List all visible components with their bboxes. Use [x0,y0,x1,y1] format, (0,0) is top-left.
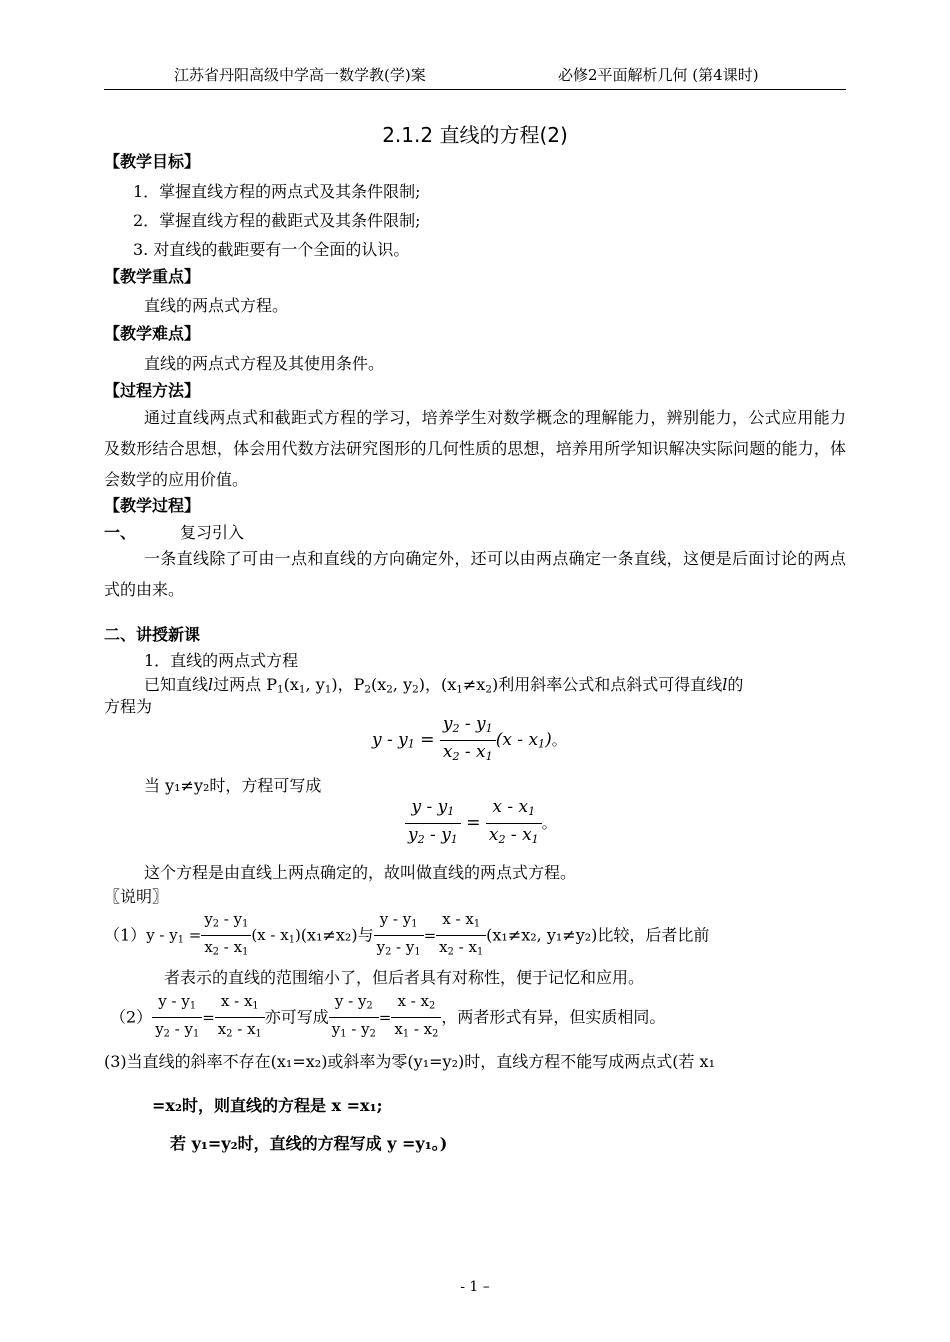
goal-item-2: 2．掌握直线方程的截距式及其条件限制; [133,211,421,230]
note-1-cont: 者表示的直线的范围缩小了，但后者具有对称性，便于记忆和应用。 [164,968,645,987]
two-point-equation: $\frac{y - y_1}{y_2 - y_1}$ = $\frac{x - x_1}{x_2 - x_1}$ 。 [405,796,557,851]
given-line-2: 方程为 [104,697,153,716]
page-number: - 1 – [460,1279,490,1295]
note-3-line2: =x₂时，则直线的方程是 x =x₁; [152,1096,383,1115]
goal-item-3: 3. 对直线的截距要有一个全面的认识。 [133,240,410,259]
note-3: (3)当直线的斜率不存在(x₁=x₂)或斜率为零(y₁=y₂)时，直线方程不能写成两点式(若 x₁ [104,1052,715,1071]
difficulty-heading: 【教学难点】 [104,324,201,343]
header-left: 江苏省丹阳高级中学高一数学教(学)案 [174,66,426,84]
goals-heading: 【教学目标】 [104,152,201,171]
header-right: 必修2平面解析几何 (第4课时) [558,66,759,84]
page-header [104,64,846,88]
part1-title: 复习引入 [180,523,245,542]
page-title: 2.1.2 直线的方程(2) [382,123,568,147]
note-3-line3: 若 y₁=y₂时，直线的方程写成 y =y₁。) [170,1134,448,1153]
process-heading: 【教学过程】 [104,496,201,515]
difficulty-text: 直线的两点式方程及其使用条件。 [144,354,385,373]
note-heading: 〖说明〗 [104,887,169,906]
conclusion-text: 这个方程是由直线上两点确定的，故叫做直线的两点式方程。 [144,863,577,882]
header-rule [104,89,846,90]
when-text: 当 y₁≠y₂时，方程可写成 [144,776,322,795]
focus-heading: 【教学重点】 [104,267,201,286]
method-heading: 【过程方法】 [104,381,201,400]
part1-number: 一、 [104,523,137,542]
method-text: 通过直线两点式和截距式方程的学习，培养学生对数学概念的理解能力，辨别能力，公式应用能力及数形结合思想，体会用代数方法研究图形的几何性质的思想，培养用所学知识解决实际问题的能力，体会数学的应用价值。 [104,408,846,489]
given-line: 已知直线l过两点 $P_1(x_1$, $y_1$)，$P_2(x_2$, $y_2$)，$(x_1\ne x_2)$利用斜率公式和点斜式可得直线l的 [144,675,744,696]
sub1-title: 1．直线的两点式方程 [144,651,299,670]
note-1: $(1)y - y_1$ = $\frac{y_2 - y_1}{x_2 - x_1}$ $(x - x_1)(x_1\ne x_2)$与 $\frac{y - y_1}{y_2 - y_1}$ = $\frac{x - x_1}{x_2 - x_1}$ (x₁≠x₂, y₁≠y₂)比较，后者比前 [104,910,710,958]
part2-heading: 二、讲授新课 [104,625,201,644]
note-2: （2） $\frac{y - y_1}{y_2 - y_1}$ = $\frac{x - x_1}{x_2 - x_1}$ 亦可写成 $\frac{y - y_2}{y_1 - y_2}$ = $\frac{x - x_2}{x_1 - x_2}$ ，两者形式有异，但实质相同。 [110,992,666,1040]
focus-text: 直线的两点式方程。 [144,296,289,315]
part1-text: 一条直线除了可由一点和直线的方向确定外，还可以由两点确定一条直线，这便是后面讨论的两点式的由来。 [104,549,846,599]
point-slope-equation: y - $y_1$ = $\frac{y_2 - y_1}{x_2 - x_1}$ $(x - x_1)$。 [372,714,567,763]
goal-item-1: 1．掌握直线方程的两点式及其条件限制; [133,182,421,201]
